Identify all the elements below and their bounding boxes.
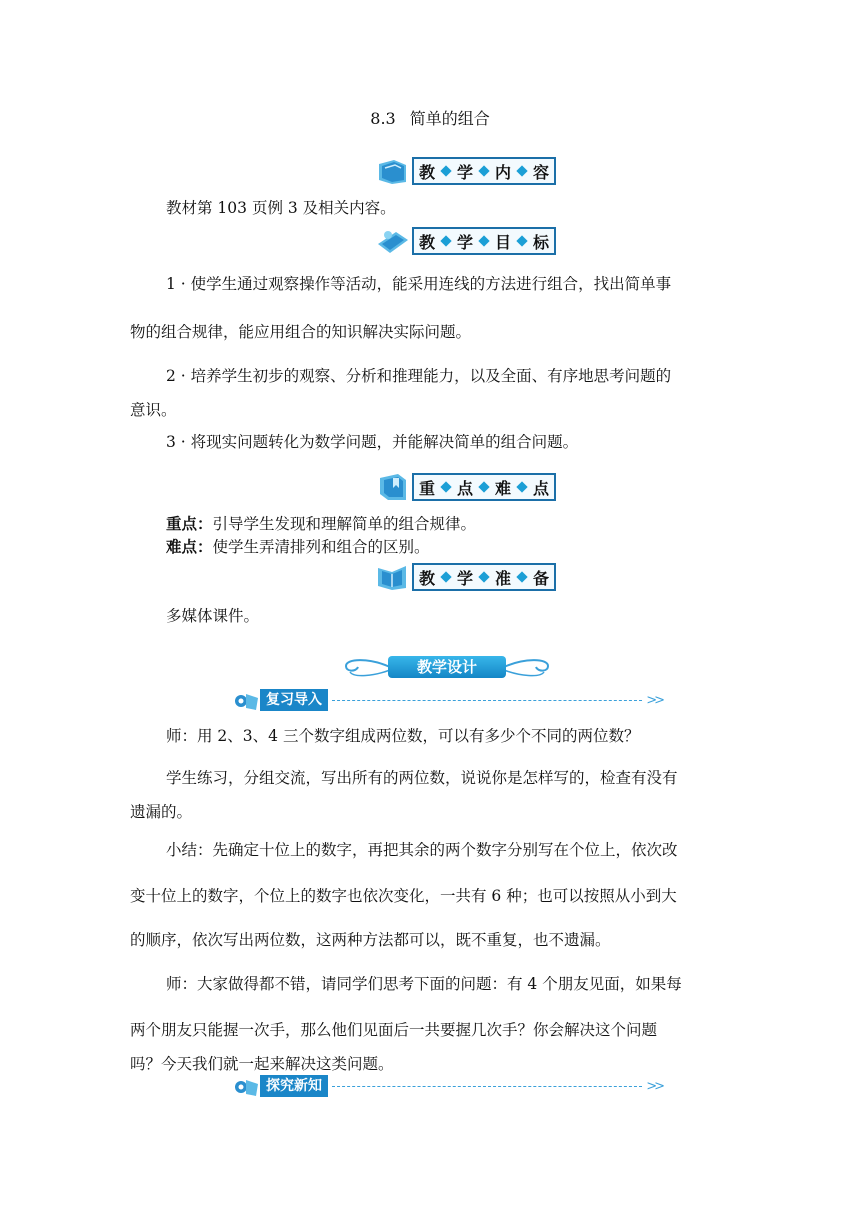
key-point-label: 重点： [166, 514, 213, 533]
section-explore [232, 1074, 662, 1098]
prep-text: 多媒体课件。 [166, 607, 260, 625]
diamond-icon [478, 165, 489, 176]
double-arrow-icon: >> [646, 1078, 662, 1094]
diamond-icon [516, 481, 527, 492]
heading-char: 教 [418, 568, 435, 588]
heading-char: 学 [456, 162, 473, 182]
diamond-icon [440, 571, 451, 582]
heading-content [376, 156, 556, 186]
review-p2-line-2: 遗漏的。 [130, 803, 193, 821]
heading-char: 学 [456, 568, 473, 588]
gear-book-icon [232, 688, 260, 712]
heading-char: 点 [456, 478, 473, 498]
review-p4-line-1: 师：大家做得都不错，请同学们思考下面的问题：有 4 个朋友见面，如果每 [166, 975, 682, 993]
heading-char: 准 [494, 568, 511, 588]
heading-box [412, 473, 556, 501]
heading-char: 教 [418, 162, 435, 182]
goal-2-line-1: 2 · 培养学生初步的观察、分析和推理能力，以及全面、有序地思考问题的 [166, 367, 672, 385]
heading-char: 内 [494, 162, 511, 182]
diamond-icon [516, 235, 527, 246]
heading-char: 重 [418, 478, 435, 498]
dashed-divider [332, 1086, 642, 1087]
section-title: 简单的组合 [409, 109, 490, 128]
heading-char: 教 [418, 232, 435, 252]
diamond-icon [516, 165, 527, 176]
heading-key-points [376, 472, 556, 502]
review-p2-line-1: 学生练习，分组交流，写出所有的两位数，说说你是怎样写的，检查有没有 [166, 769, 678, 787]
heading-char: 学 [456, 232, 473, 252]
goal-2-line-2: 意识。 [130, 401, 177, 419]
design-ribbon [340, 650, 554, 684]
review-p4-line-3: 吗？今天我们就一起来解决这类问题。 [130, 1055, 394, 1073]
review-p3-line-1: 小结：先确定十位上的数字，再把其余的两个数字分别写在个位上，依次改 [166, 841, 678, 859]
difficult-point-text: 使学生弄清排列和组合的区别。 [212, 538, 430, 556]
heading-char: 难 [494, 478, 511, 498]
content-text: 教材第 103 页例 3 及相关内容。 [166, 199, 396, 217]
heading-box [412, 227, 556, 255]
explore-label: 探究新知 [260, 1075, 328, 1097]
key-point-text: 引导学生发现和理解简单的组合规律。 [212, 515, 477, 533]
review-p3-line-3: 的顺序，依次写出两位数，这两种方法都可以，既不重复，也不遗漏。 [130, 931, 611, 949]
diamond-icon [440, 165, 451, 176]
heading-char: 目 [494, 232, 511, 252]
difficult-point-label: 难点： [166, 537, 213, 556]
dashed-divider [332, 700, 642, 701]
goal-1-line-1: 1 · 使学生通过观察操作等活动，能采用连线的方法进行组合，找出简单事 [166, 275, 672, 293]
book-icon [376, 156, 410, 186]
heading-char: 点 [532, 478, 549, 498]
book-open-icon [376, 562, 410, 592]
gear-book-icon [232, 1074, 260, 1098]
diamond-icon [516, 571, 527, 582]
heading-goals [376, 226, 556, 256]
heading-char: 标 [532, 232, 549, 252]
diamond-icon [478, 481, 489, 492]
bookmark-icon [376, 472, 410, 502]
review-label: 复习导入 [260, 689, 328, 711]
difficult-point [166, 535, 430, 557]
double-arrow-icon: >> [646, 692, 662, 708]
page-title [0, 106, 860, 129]
goal-3: 3 · 将现实问题转化为数学问题，并能解决简单的组合问题。 [166, 433, 579, 451]
diamond-icon [478, 235, 489, 246]
heading-char: 容 [532, 162, 549, 182]
diamond-icon [440, 481, 451, 492]
review-p1: 师：用 2、3、4 三个数字组成两位数，可以有多少个不同的两位数？ [166, 727, 640, 745]
review-p3-line-2: 变十位上的数字，个位上的数字也依次变化，一共有 6 种；也可以按照从小到大 [130, 887, 677, 905]
target-icon [376, 226, 410, 256]
heading-box [412, 563, 556, 591]
section-review [232, 688, 662, 712]
heading-char: 备 [532, 568, 549, 588]
section-number: 8.3 [370, 109, 396, 128]
heading-preparation [376, 562, 556, 592]
diamond-icon [440, 235, 451, 246]
key-point [166, 512, 476, 534]
diamond-icon [478, 571, 489, 582]
design-label: 教学设计 [388, 656, 506, 678]
heading-box [412, 157, 556, 185]
goal-1-line-2: 物的组合规律，能应用组合的知识解决实际问题。 [130, 323, 472, 341]
review-p4-line-2: 两个朋友只能握一次手，那么他们见面后一共要握几次手？你会解决这个问题 [130, 1021, 658, 1039]
